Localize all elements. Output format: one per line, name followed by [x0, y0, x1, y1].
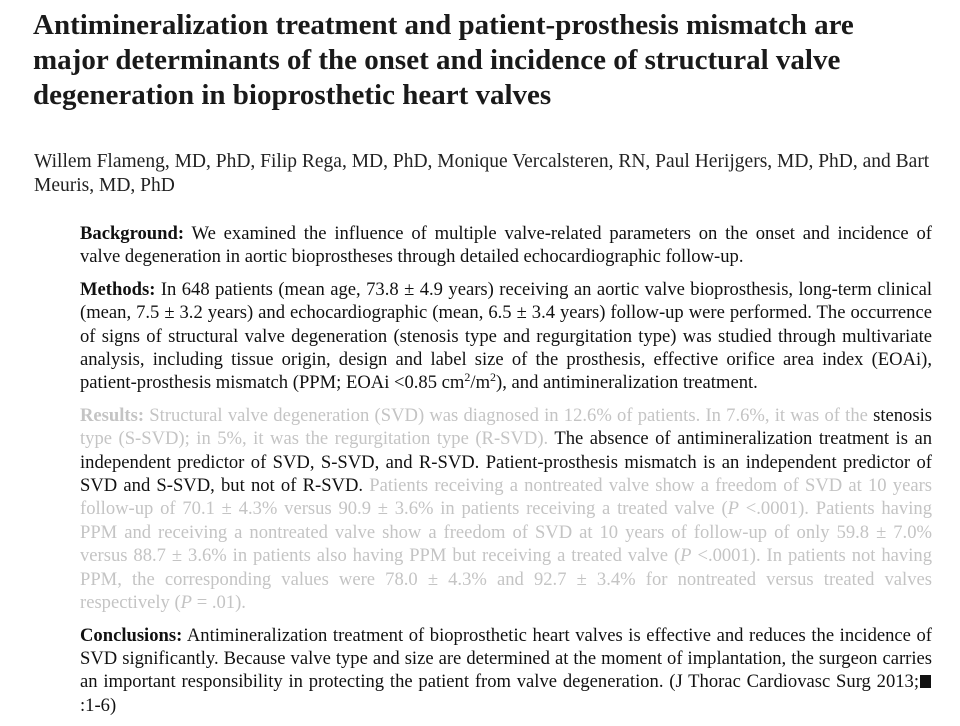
methods-text-2: /m [470, 372, 491, 394]
methods-text-3: ), and antimineralization treatment. [496, 372, 758, 394]
results-faded-1: Structural valve degeneration (SVD) was diagnosed in 12.6% of patients. In 7.6%, it was of the [149, 404, 868, 426]
background-text: We examined the influence of multiple valve-related parameters on the onset and incidence of valve degeneration in aortic bioprostheses through detailed echocardiographic follow-up. [80, 223, 933, 268]
methods-sup-1: 2 [464, 370, 471, 385]
results-faded-2: type (S-SVD); in 5%, it was the regurgitation type (R-SVD). [80, 428, 549, 450]
conclusions-text-2: :1-6) [80, 694, 117, 716]
author-list: Willem Flameng, MD, PhD, Filip Rega, MD, PhD, Monique Vercalsteren, RN, Paul Herijgers, MD, PhD, and Bart Meuris, MD, PhD [34, 151, 930, 196]
abstract-methods [80, 278, 932, 395]
results-dark-1: stenosis [873, 404, 932, 426]
results-p-1: P [727, 498, 740, 520]
results-p-3: P [180, 592, 193, 614]
results-faded-4: <.0001). Patients having PPM and receiving a nontreated valve show a freedom of SVD at 10 years of follow-up of only 59.8 ± 7.0% versus 88.7 ± 3.6% in patients also having PPM but receiving a treated valve ( [80, 498, 932, 567]
abstract-conclusions [80, 624, 932, 718]
paper-title: Antimineralization treatment and patient-prosthesis mismatch are major determinants of the onset and incidence of structural valve degeneration in bioprosthetic heart valves [33, 9, 854, 111]
results-dark-2: The absence of antimineralization treatment is an independent predictor of SVD, S-SVD, and R-SVD. Patient-prosthesis mismatch is an independent predictor of SVD and S-SVD, but not of R-SVD. [80, 428, 932, 497]
abstract-results [80, 404, 932, 615]
results-faded-6: = .01). [196, 592, 246, 614]
methods-text: In 648 patients (mean age, 73.8 ± 4.9 years) receiving an aortic valve bioprosthesis, long-term clinical (mean, 7.5 ± 3.2 years) and echocardiographic (mean, 6.5 ± 3.4 years) follow-up were performed. The occurrence of signs of structural valve degeneration (stenosis type and regurgitation type) was studied through multivariate analysis, including tissue origin, design and label size of the prosthesis, effective orifice area index (EOAi), patient-prosthesis mismatch (PPM; EOAi <0.85 cm [80, 278, 932, 394]
background-label: Background: [80, 223, 185, 244]
results-label: Results: [80, 404, 145, 426]
results-faded-3: Patients receiving a nontreated valve show a freedom of SVD at 10 years follow-up of 70.1 ± 4.3% versus 90.9 ± 3.6% in patients receiving a treated valve ( [80, 475, 933, 520]
methods-label: Methods: [80, 278, 156, 300]
methods-sup-2: 2 [490, 370, 497, 385]
conclusions-label: Conclusions: [80, 624, 183, 646]
abstract-background [80, 222, 932, 269]
abstract [80, 222, 932, 726]
volume-placeholder-square-icon [920, 675, 931, 688]
conclusions-text: Antimineralization treatment of bioprosthetic heart valves is effective and reduces the incidence of SVD significantly. Because valve type and size are determined at the moment of implantation, the surgeon carries an important responsibility in protecting the patient from valve degeneration. (J Thorac Cardiovasc Surg 2013; [80, 624, 933, 693]
results-faded-5: <.0001). In patients not having PPM, the corresponding values were 78.0 ± 4.3% and 92.7 ± 3.4% for nontreated versus treated valves respectively ( [80, 545, 932, 614]
results-p-2: P [680, 545, 692, 567]
